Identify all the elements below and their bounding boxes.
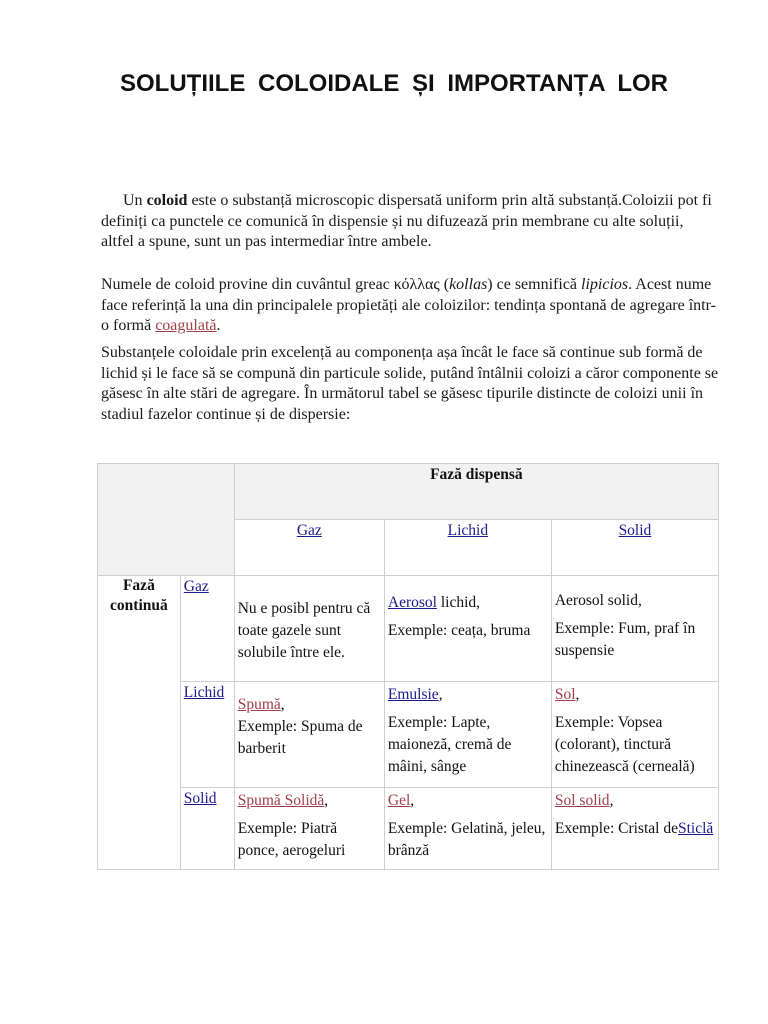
cell-after: , [410,792,415,809]
cell-example: Exemple: Gelatină, jeleu, brânză [387,820,546,859]
kollas-word: kollas [449,276,488,293]
cell-gaz-lichid [384,576,551,682]
cell-solid-solid [551,788,718,870]
etymology-paragraph [101,275,719,337]
cell-after: , [609,792,614,809]
cell-gaz-gaz [234,576,384,682]
greek-word: κόλλας [393,276,440,293]
cell-example: Exemple: Spuma de barberit [237,718,363,757]
cell-after: lichid, [436,594,481,611]
emulsie-link[interactable]: Emulsie [387,686,439,703]
lipicios-word: lipicios [581,276,629,293]
intro-rest: este o substanță microscopic dispersată uniform prin altă substanță.Coloizii pot fi definiți ca punctele ce comunică în dispensie și nu difuzează prin membrane cu alte soluții, altfel a spune, sunt un pas intermediar între ambele. [101,192,712,250]
cell-solid-gaz [234,788,384,870]
row-header-solid [180,788,234,870]
sol-link[interactable]: Sol [554,686,576,703]
etymology-start: Numele de coloid provine din cuvântul greac [101,276,394,293]
paren-open: ( [439,276,450,293]
gaz-col-link[interactable]: Gaz [296,522,322,539]
cell-after: , [324,792,329,809]
cell-example: Exemple: Cristal de [554,820,678,837]
cell-lichid-solid [551,682,718,788]
etymology-rest: . Acest nume face referință la una din principalele propietăți ale coloizilor: tendința spontană de agregare într-o formă [101,276,716,334]
cell-example: Exemple: Lapte, maioneză, cremă de mâini, sânge [387,714,512,775]
aerosol-link[interactable]: Aerosol [387,594,437,611]
cell-solid-lichid [384,788,551,870]
spuma-link[interactable]: Spumă [237,696,281,713]
col-header-lichid [384,520,551,576]
lichid-row-link[interactable]: Lichid [183,684,225,701]
gel-link[interactable]: Gel [387,792,411,809]
coagulata-link[interactable]: coagulată [155,317,217,334]
dispersed-phase-header: Fază dispensă [234,464,718,520]
continuous-phase-header: Fază continuă [98,576,181,870]
solid-row-link[interactable]: Solid [183,790,217,807]
cell-example: Exemple: Vopsea (colorant), tinctură chinezească (cerneală) [554,714,695,775]
cell-text: Aerosol solid, [554,592,642,609]
spuma-solida-link[interactable]: Spumă Solidă [237,792,325,809]
table-corner-cell [98,464,235,576]
colloid-types-table [97,463,719,870]
lichid-col-link[interactable]: Lichid [447,522,489,539]
intro-start: Un [123,192,147,209]
cell-lichid-gaz [234,682,384,788]
solid-col-link[interactable]: Solid [618,522,652,539]
cell-after: , [438,686,443,703]
gaz-row-link[interactable]: Gaz [183,578,209,595]
col-header-gaz [234,520,384,576]
cell-example: Exemple: ceața, bruma [387,622,531,639]
row-header-lichid [180,682,234,788]
row-header-gaz [180,576,234,682]
sticla-link[interactable]: Sticlă [677,820,714,837]
coloid-term: coloid [146,192,188,209]
cell-lichid-lichid [384,682,551,788]
etymology-mid: ) ce semnifică [487,276,582,293]
cell-text: Nu e posibl pentru că toate gazele sunt solubile între ele. [237,600,371,661]
intro-paragraph [101,191,719,253]
sol-solid-link[interactable]: Sol solid [554,792,610,809]
cell-example: Exemple: Fum, praf în suspensie [554,620,696,659]
etymology-end: . [216,317,221,334]
cell-after: , [280,696,285,713]
document-title: SOLUȚIILE COLOIDALE ȘI IMPORTANȚA LOR [120,70,668,97]
col-header-solid [551,520,718,576]
components-paragraph: Substanțele coloidale prin excelență au componența așa încât le face să continue sub formă de lichid și le face să se compună din particule solide, putând întâlnii coloizi a căror componente se găsesc în alte stări de agregare. În următorul tabel se găsesc tipurile distincte de coloizi unii în stadiul fazelor continue și de dispersie: [101,344,719,423]
cell-after: , [575,686,580,703]
cell-gaz-solid [551,576,718,682]
cell-example: Exemple: Piatră ponce, aerogeluri [237,820,346,859]
